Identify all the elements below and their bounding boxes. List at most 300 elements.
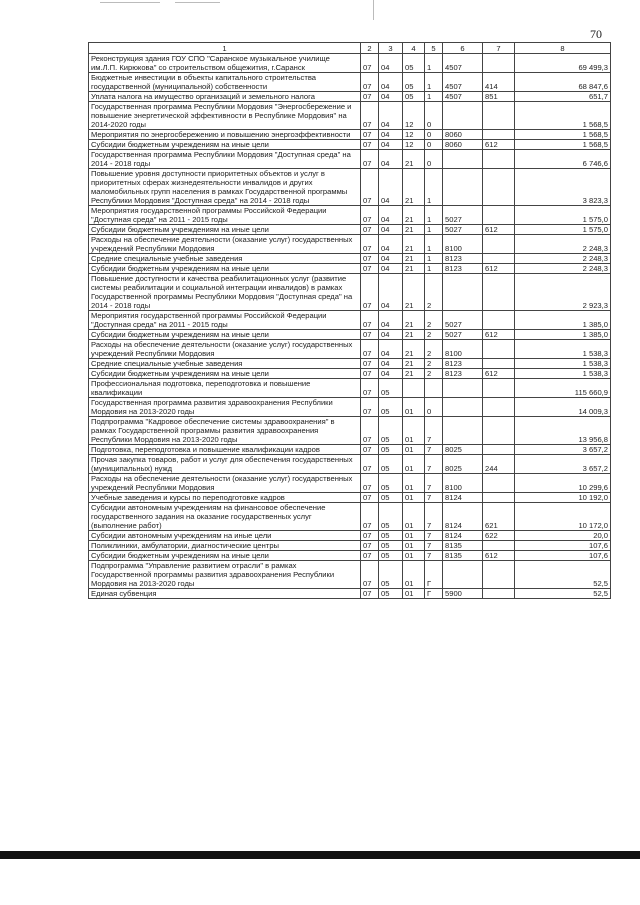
subprogram-code-cell: 7 bbox=[425, 541, 443, 551]
row-name-cell: Государственная программа развития здравоохранения Республики Мордовия на 2013-2020 годы bbox=[89, 398, 361, 417]
program-code-cell: 05 bbox=[403, 54, 425, 73]
expense-type-code-cell bbox=[483, 130, 515, 140]
table-row bbox=[89, 140, 611, 150]
subsection-code-cell: 04 bbox=[379, 369, 403, 379]
program-code-cell: 05 bbox=[403, 73, 425, 92]
table-row bbox=[89, 503, 611, 531]
table-row bbox=[89, 398, 611, 417]
section-code-cell: 07 bbox=[361, 54, 379, 73]
target-code-cell: 4507 bbox=[443, 73, 483, 92]
table-row bbox=[89, 330, 611, 340]
expense-type-code-cell bbox=[483, 445, 515, 455]
target-code-cell: 8100 bbox=[443, 474, 483, 493]
expense-type-code-cell: 612 bbox=[483, 369, 515, 379]
program-code-cell: 01 bbox=[403, 561, 425, 589]
subsection-code-cell: 04 bbox=[379, 102, 403, 130]
table-body bbox=[89, 54, 611, 599]
subsection-code-cell: 04 bbox=[379, 140, 403, 150]
header-col-2: 2 bbox=[361, 43, 379, 54]
amount-cell: 1 568,5 bbox=[515, 140, 611, 150]
target-code-cell: 8100 bbox=[443, 235, 483, 254]
expense-type-code-cell: 612 bbox=[483, 551, 515, 561]
amount-cell: 651,7 bbox=[515, 92, 611, 102]
subprogram-code-cell: 0 bbox=[425, 102, 443, 130]
program-code-cell: 12 bbox=[403, 130, 425, 140]
table-row bbox=[89, 130, 611, 140]
subprogram-code-cell: Г bbox=[425, 561, 443, 589]
row-name-cell: Реконструкция здания ГОУ СПО "Саранское музыкальное училище им.Л.П. Кирюкова" со строительством общежития, г.Саранск bbox=[89, 54, 361, 73]
table-row bbox=[89, 92, 611, 102]
amount-cell: 1 568,5 bbox=[515, 130, 611, 140]
target-code-cell: 8124 bbox=[443, 531, 483, 541]
expense-type-code-cell bbox=[483, 206, 515, 225]
amount-cell: 2 923,3 bbox=[515, 274, 611, 311]
expense-type-code-cell bbox=[483, 102, 515, 130]
target-code-cell: 4507 bbox=[443, 92, 483, 102]
subsection-code-cell: 05 bbox=[379, 589, 403, 599]
subsection-code-cell: 05 bbox=[379, 455, 403, 474]
table-row bbox=[89, 235, 611, 254]
subprogram-code-cell: 7 bbox=[425, 531, 443, 541]
expense-type-code-cell bbox=[483, 474, 515, 493]
row-name-cell: Единая субвенция bbox=[89, 589, 361, 599]
target-code-cell bbox=[443, 169, 483, 206]
amount-cell: 115 660,9 bbox=[515, 379, 611, 398]
row-name-cell: Расходы на обеспечение деятельности (оказание услуг) государственных учреждений Республики Мордовия bbox=[89, 474, 361, 493]
subsection-code-cell: 04 bbox=[379, 92, 403, 102]
table-row bbox=[89, 359, 611, 369]
program-code-cell: 01 bbox=[403, 493, 425, 503]
subsection-code-cell: 04 bbox=[379, 225, 403, 235]
table-row bbox=[89, 455, 611, 474]
expense-type-code-cell: 414 bbox=[483, 73, 515, 92]
amount-cell: 10 172,0 bbox=[515, 503, 611, 531]
table-row bbox=[89, 225, 611, 235]
target-code-cell: 8123 bbox=[443, 254, 483, 264]
amount-cell: 6 746,6 bbox=[515, 150, 611, 169]
program-code-cell: 12 bbox=[403, 140, 425, 150]
subsection-code-cell: 04 bbox=[379, 150, 403, 169]
subprogram-code-cell bbox=[425, 379, 443, 398]
amount-cell: 3 657,2 bbox=[515, 455, 611, 474]
page-number: 70 bbox=[590, 27, 602, 41]
section-code-cell: 07 bbox=[361, 264, 379, 274]
expense-type-code-cell: 612 bbox=[483, 264, 515, 274]
section-code-cell: 07 bbox=[361, 140, 379, 150]
subsection-code-cell: 05 bbox=[379, 561, 403, 589]
program-code-cell: 05 bbox=[403, 92, 425, 102]
subprogram-code-cell: 2 bbox=[425, 311, 443, 330]
amount-cell: 10 192,0 bbox=[515, 493, 611, 503]
row-name-cell: Субсидии автономным учреждениям на финансовое обеспечение государственного задания на оказание государственных услуг (выполнение работ) bbox=[89, 503, 361, 531]
subsection-code-cell: 04 bbox=[379, 274, 403, 311]
row-name-cell: Субсидии бюджетным учреждениям на иные цели bbox=[89, 225, 361, 235]
subsection-code-cell: 04 bbox=[379, 130, 403, 140]
subsection-code-cell: 04 bbox=[379, 54, 403, 73]
expense-type-code-cell bbox=[483, 561, 515, 589]
row-name-cell: Мероприятия государственной программы Российской Федерации "Доступная среда" на 2011 - 2015 годы bbox=[89, 206, 361, 225]
subprogram-code-cell: 7 bbox=[425, 445, 443, 455]
amount-cell: 10 299,6 bbox=[515, 474, 611, 493]
row-name-cell: Мероприятия государственной программы Российской Федерации "Доступная среда" на 2011 - 2015 годы bbox=[89, 311, 361, 330]
amount-cell: 2 248,3 bbox=[515, 254, 611, 264]
table-row bbox=[89, 417, 611, 445]
table-row bbox=[89, 274, 611, 311]
section-code-cell: 07 bbox=[361, 235, 379, 254]
target-code-cell: 5900 bbox=[443, 589, 483, 599]
row-name-cell: Подпрограмма "Управление развитием отрасли" в рамках Государственной программы развития здравоохранения Республики Мордовия на 2013-2020 годы bbox=[89, 561, 361, 589]
expense-type-code-cell bbox=[483, 150, 515, 169]
row-name-cell: Субсидии бюджетным учреждениям на иные цели bbox=[89, 551, 361, 561]
table-row bbox=[89, 54, 611, 73]
section-code-cell: 07 bbox=[361, 169, 379, 206]
subprogram-code-cell: 0 bbox=[425, 130, 443, 140]
subprogram-code-cell: 1 bbox=[425, 254, 443, 264]
program-code-cell: 01 bbox=[403, 503, 425, 531]
section-code-cell: 07 bbox=[361, 225, 379, 235]
row-name-cell: Прочая закупка товаров, работ и услуг для обеспечения государственных (муниципальных) нужд bbox=[89, 455, 361, 474]
subprogram-code-cell: 1 bbox=[425, 225, 443, 235]
table-row bbox=[89, 474, 611, 493]
scan-bottom-band bbox=[0, 851, 640, 859]
target-code-cell bbox=[443, 274, 483, 311]
section-code-cell: 07 bbox=[361, 541, 379, 551]
section-code-cell: 07 bbox=[361, 369, 379, 379]
subsection-code-cell: 04 bbox=[379, 73, 403, 92]
expense-type-code-cell: 622 bbox=[483, 531, 515, 541]
program-code-cell: 21 bbox=[403, 369, 425, 379]
header-col-3: 3 bbox=[379, 43, 403, 54]
program-code-cell: 21 bbox=[403, 235, 425, 254]
section-code-cell: 07 bbox=[361, 330, 379, 340]
section-code-cell: 07 bbox=[361, 254, 379, 264]
row-name-cell: Субсидии бюджетным учреждениям на иные цели bbox=[89, 264, 361, 274]
row-name-cell: Повышение уровня доступности приоритетных объектов и услуг в приоритетных сферах жизнедеятельности инвалидов и других маломобильных групп населения в рамках Государственной программы Республики Мордовия "Доступная среда" на 2014 - 2018 годы bbox=[89, 169, 361, 206]
target-code-cell: 8060 bbox=[443, 140, 483, 150]
target-code-cell: 8124 bbox=[443, 493, 483, 503]
target-code-cell: 8135 bbox=[443, 541, 483, 551]
section-code-cell: 07 bbox=[361, 417, 379, 445]
expense-type-code-cell: 612 bbox=[483, 225, 515, 235]
target-code-cell: 5027 bbox=[443, 206, 483, 225]
table-row bbox=[89, 169, 611, 206]
section-code-cell: 07 bbox=[361, 206, 379, 225]
expense-type-code-cell: 612 bbox=[483, 140, 515, 150]
amount-cell: 69 499,3 bbox=[515, 54, 611, 73]
scan-mark-top bbox=[373, 0, 374, 20]
row-name-cell: Бюджетные инвестиции в объекты капитального строительства государственной (муниципальной) собственности bbox=[89, 73, 361, 92]
subsection-code-cell: 05 bbox=[379, 474, 403, 493]
target-code-cell: 8123 bbox=[443, 359, 483, 369]
amount-cell: 1 568,5 bbox=[515, 102, 611, 130]
subprogram-code-cell: Г bbox=[425, 589, 443, 599]
program-code-cell: 01 bbox=[403, 589, 425, 599]
target-code-cell: 8100 bbox=[443, 340, 483, 359]
target-code-cell: 5027 bbox=[443, 225, 483, 235]
amount-cell: 13 956,8 bbox=[515, 417, 611, 445]
table-row bbox=[89, 206, 611, 225]
expense-type-code-cell bbox=[483, 379, 515, 398]
section-code-cell: 07 bbox=[361, 589, 379, 599]
section-code-cell: 07 bbox=[361, 474, 379, 493]
amount-cell: 1 538,3 bbox=[515, 359, 611, 369]
section-code-cell: 07 bbox=[361, 455, 379, 474]
subsection-code-cell: 04 bbox=[379, 340, 403, 359]
expense-type-code-cell bbox=[483, 493, 515, 503]
subprogram-code-cell: 1 bbox=[425, 92, 443, 102]
section-code-cell: 07 bbox=[361, 311, 379, 330]
target-code-cell: 8123 bbox=[443, 264, 483, 274]
amount-cell: 2 248,3 bbox=[515, 264, 611, 274]
program-code-cell: 21 bbox=[403, 340, 425, 359]
subsection-code-cell: 04 bbox=[379, 254, 403, 264]
target-code-cell bbox=[443, 102, 483, 130]
table-row bbox=[89, 445, 611, 455]
section-code-cell: 07 bbox=[361, 92, 379, 102]
subprogram-code-cell: 0 bbox=[425, 150, 443, 169]
row-name-cell: Повышение доступности и качества реабилитационных услуг (развитие системы реабилитации и социальной интеграции инвалидов) в рамках Государственной программы Республики Мордовия "Доступная среда" на 2014 - 2018 годы bbox=[89, 274, 361, 311]
expense-type-code-cell bbox=[483, 398, 515, 417]
header-col-7: 7 bbox=[483, 43, 515, 54]
header-col-6: 6 bbox=[443, 43, 483, 54]
row-name-cell: Мероприятия по энергосбережению и повышению энергоэффективности bbox=[89, 130, 361, 140]
row-name-cell: Государственная программа Республики Мордовия "Энергосбережение и повышение энергетической эффективности в Республике Мордовия" на 2014-2020 годы bbox=[89, 102, 361, 130]
section-code-cell: 07 bbox=[361, 551, 379, 561]
amount-cell: 3 823,3 bbox=[515, 169, 611, 206]
table-row bbox=[89, 551, 611, 561]
program-code-cell: 21 bbox=[403, 264, 425, 274]
subprogram-code-cell: 7 bbox=[425, 551, 443, 561]
program-code-cell: 01 bbox=[403, 398, 425, 417]
subsection-code-cell: 04 bbox=[379, 206, 403, 225]
subsection-code-cell: 05 bbox=[379, 541, 403, 551]
subprogram-code-cell: 7 bbox=[425, 455, 443, 474]
program-code-cell: 01 bbox=[403, 417, 425, 445]
target-code-cell: 5027 bbox=[443, 311, 483, 330]
program-code-cell: 21 bbox=[403, 169, 425, 206]
expense-type-code-cell bbox=[483, 359, 515, 369]
budget-table bbox=[88, 42, 611, 599]
subprogram-code-cell: 7 bbox=[425, 493, 443, 503]
subsection-code-cell: 04 bbox=[379, 169, 403, 206]
program-code-cell: 01 bbox=[403, 474, 425, 493]
subsection-code-cell: 05 bbox=[379, 503, 403, 531]
header-col-5: 5 bbox=[425, 43, 443, 54]
table-row bbox=[89, 340, 611, 359]
amount-cell: 1 385,0 bbox=[515, 330, 611, 340]
row-name-cell: Субсидии автономным учреждениям на иные цели bbox=[89, 531, 361, 541]
subsection-code-cell: 05 bbox=[379, 417, 403, 445]
table-row bbox=[89, 264, 611, 274]
section-code-cell: 07 bbox=[361, 274, 379, 311]
table-row bbox=[89, 541, 611, 551]
section-code-cell: 07 bbox=[361, 493, 379, 503]
expense-type-code-cell bbox=[483, 417, 515, 445]
section-code-cell: 07 bbox=[361, 102, 379, 130]
row-name-cell: Учебные заведения и курсы по переподготовке кадров bbox=[89, 493, 361, 503]
table-row bbox=[89, 102, 611, 130]
subsection-code-cell: 04 bbox=[379, 235, 403, 254]
program-code-cell: 01 bbox=[403, 541, 425, 551]
program-code-cell: 01 bbox=[403, 551, 425, 561]
subprogram-code-cell: 2 bbox=[425, 359, 443, 369]
subprogram-code-cell: 1 bbox=[425, 235, 443, 254]
table-row bbox=[89, 561, 611, 589]
section-code-cell: 07 bbox=[361, 340, 379, 359]
row-name-cell: Средние специальные учебные заведения bbox=[89, 359, 361, 369]
table-row bbox=[89, 493, 611, 503]
amount-cell: 107,6 bbox=[515, 541, 611, 551]
expense-type-code-cell bbox=[483, 54, 515, 73]
subprogram-code-cell: 1 bbox=[425, 73, 443, 92]
row-name-cell: Поликлиники, амбулатории, диагностические центры bbox=[89, 541, 361, 551]
target-code-cell bbox=[443, 398, 483, 417]
target-code-cell: 8135 bbox=[443, 551, 483, 561]
header-col-8: 8 bbox=[515, 43, 611, 54]
section-code-cell: 07 bbox=[361, 445, 379, 455]
target-code-cell bbox=[443, 417, 483, 445]
target-code-cell: 8123 bbox=[443, 369, 483, 379]
program-code-cell: 12 bbox=[403, 102, 425, 130]
target-code-cell: 5027 bbox=[443, 330, 483, 340]
program-code-cell: 21 bbox=[403, 225, 425, 235]
row-name-cell: Подпрограмма "Кадровое обеспечение системы здравоохранения" в рамках Государственной программы развития здравоохранения Республики Мордовия на 2013-2020 годы bbox=[89, 417, 361, 445]
program-code-cell bbox=[403, 379, 425, 398]
subsection-code-cell: 05 bbox=[379, 531, 403, 541]
expense-type-code-cell bbox=[483, 274, 515, 311]
target-code-cell bbox=[443, 150, 483, 169]
subprogram-code-cell: 7 bbox=[425, 503, 443, 531]
section-code-cell: 07 bbox=[361, 73, 379, 92]
table-header-row bbox=[89, 43, 611, 54]
amount-cell: 14 009,3 bbox=[515, 398, 611, 417]
subprogram-code-cell: 1 bbox=[425, 206, 443, 225]
program-code-cell: 01 bbox=[403, 531, 425, 541]
subsection-code-cell: 04 bbox=[379, 330, 403, 340]
subprogram-code-cell: 0 bbox=[425, 140, 443, 150]
amount-cell: 1 575,0 bbox=[515, 225, 611, 235]
table-row bbox=[89, 369, 611, 379]
subsection-code-cell: 05 bbox=[379, 398, 403, 417]
section-code-cell: 07 bbox=[361, 561, 379, 589]
target-code-cell: 8025 bbox=[443, 445, 483, 455]
subsection-code-cell: 04 bbox=[379, 264, 403, 274]
expense-type-code-cell: 612 bbox=[483, 330, 515, 340]
row-name-cell: Средние специальные учебные заведения bbox=[89, 254, 361, 264]
expense-type-code-cell bbox=[483, 311, 515, 330]
header-col-4: 4 bbox=[403, 43, 425, 54]
target-code-cell: 4507 bbox=[443, 54, 483, 73]
row-name-cell: Расходы на обеспечение деятельности (оказание услуг) государственных учреждений Республики Мордовия bbox=[89, 235, 361, 254]
subsection-code-cell: 05 bbox=[379, 493, 403, 503]
expense-type-code-cell bbox=[483, 541, 515, 551]
expense-type-code-cell bbox=[483, 589, 515, 599]
subprogram-code-cell: 7 bbox=[425, 474, 443, 493]
program-code-cell: 21 bbox=[403, 150, 425, 169]
section-code-cell: 07 bbox=[361, 531, 379, 541]
subsection-code-cell: 05 bbox=[379, 445, 403, 455]
program-code-cell: 21 bbox=[403, 359, 425, 369]
header-col-1: 1 bbox=[89, 43, 361, 54]
target-code-cell: 8060 bbox=[443, 130, 483, 140]
expense-type-code-cell bbox=[483, 254, 515, 264]
expense-type-code-cell bbox=[483, 340, 515, 359]
subprogram-code-cell: 2 bbox=[425, 274, 443, 311]
row-name-cell: Профессиональная подготовка, переподготовка и повышение квалификации bbox=[89, 379, 361, 398]
subsection-code-cell: 05 bbox=[379, 551, 403, 561]
section-code-cell: 07 bbox=[361, 503, 379, 531]
subprogram-code-cell: 0 bbox=[425, 398, 443, 417]
amount-cell: 52,5 bbox=[515, 589, 611, 599]
subprogram-code-cell: 1 bbox=[425, 54, 443, 73]
amount-cell: 3 657,2 bbox=[515, 445, 611, 455]
subprogram-code-cell: 1 bbox=[425, 169, 443, 206]
expense-type-code-cell bbox=[483, 235, 515, 254]
section-code-cell: 07 bbox=[361, 130, 379, 140]
amount-cell: 1 538,3 bbox=[515, 369, 611, 379]
program-code-cell: 21 bbox=[403, 254, 425, 264]
table-row bbox=[89, 73, 611, 92]
row-name-cell: Субсидии бюджетным учреждениям на иные цели bbox=[89, 140, 361, 150]
subsection-code-cell: 04 bbox=[379, 311, 403, 330]
expense-type-code-cell: 621 bbox=[483, 503, 515, 531]
row-name-cell: Субсидии бюджетным учреждениям на иные цели bbox=[89, 330, 361, 340]
amount-cell: 2 248,3 bbox=[515, 235, 611, 254]
subprogram-code-cell: 2 bbox=[425, 340, 443, 359]
target-code-cell: 8124 bbox=[443, 503, 483, 531]
subprogram-code-cell: 1 bbox=[425, 264, 443, 274]
table-row bbox=[89, 150, 611, 169]
amount-cell: 107,6 bbox=[515, 551, 611, 561]
subsection-code-cell: 05 bbox=[379, 379, 403, 398]
subprogram-code-cell: 2 bbox=[425, 369, 443, 379]
row-name-cell: Государственная программа Республики Мордовия "Доступная среда" на 2014 - 2018 годы bbox=[89, 150, 361, 169]
target-code-cell bbox=[443, 379, 483, 398]
program-code-cell: 01 bbox=[403, 455, 425, 474]
target-code-cell bbox=[443, 561, 483, 589]
program-code-cell: 21 bbox=[403, 274, 425, 311]
program-code-cell: 01 bbox=[403, 445, 425, 455]
expense-type-code-cell: 244 bbox=[483, 455, 515, 474]
target-code-cell: 8025 bbox=[443, 455, 483, 474]
expense-type-code-cell bbox=[483, 169, 515, 206]
scan-mark-dash-1 bbox=[100, 2, 160, 3]
table-row bbox=[89, 379, 611, 398]
program-code-cell: 21 bbox=[403, 330, 425, 340]
table-row bbox=[89, 254, 611, 264]
table-row bbox=[89, 311, 611, 330]
amount-cell: 68 847,6 bbox=[515, 73, 611, 92]
row-name-cell: Субсидии бюджетным учреждениям на иные цели bbox=[89, 369, 361, 379]
program-code-cell: 21 bbox=[403, 311, 425, 330]
section-code-cell: 07 bbox=[361, 379, 379, 398]
row-name-cell: Расходы на обеспечение деятельности (оказание услуг) государственных учреждений Республики Мордовия bbox=[89, 340, 361, 359]
amount-cell: 1 385,0 bbox=[515, 311, 611, 330]
subprogram-code-cell: 7 bbox=[425, 417, 443, 445]
subprogram-code-cell: 2 bbox=[425, 330, 443, 340]
amount-cell: 1 575,0 bbox=[515, 206, 611, 225]
amount-cell: 20,0 bbox=[515, 531, 611, 541]
amount-cell: 52,5 bbox=[515, 561, 611, 589]
section-code-cell: 07 bbox=[361, 359, 379, 369]
table-row bbox=[89, 589, 611, 599]
row-name-cell: Подготовка, переподготовка и повышение квалификации кадров bbox=[89, 445, 361, 455]
amount-cell: 1 538,3 bbox=[515, 340, 611, 359]
row-name-cell: Уплата налога на имущество организаций и земельного налога bbox=[89, 92, 361, 102]
scan-mark-dash-2 bbox=[175, 2, 220, 3]
subsection-code-cell: 04 bbox=[379, 359, 403, 369]
section-code-cell: 07 bbox=[361, 398, 379, 417]
